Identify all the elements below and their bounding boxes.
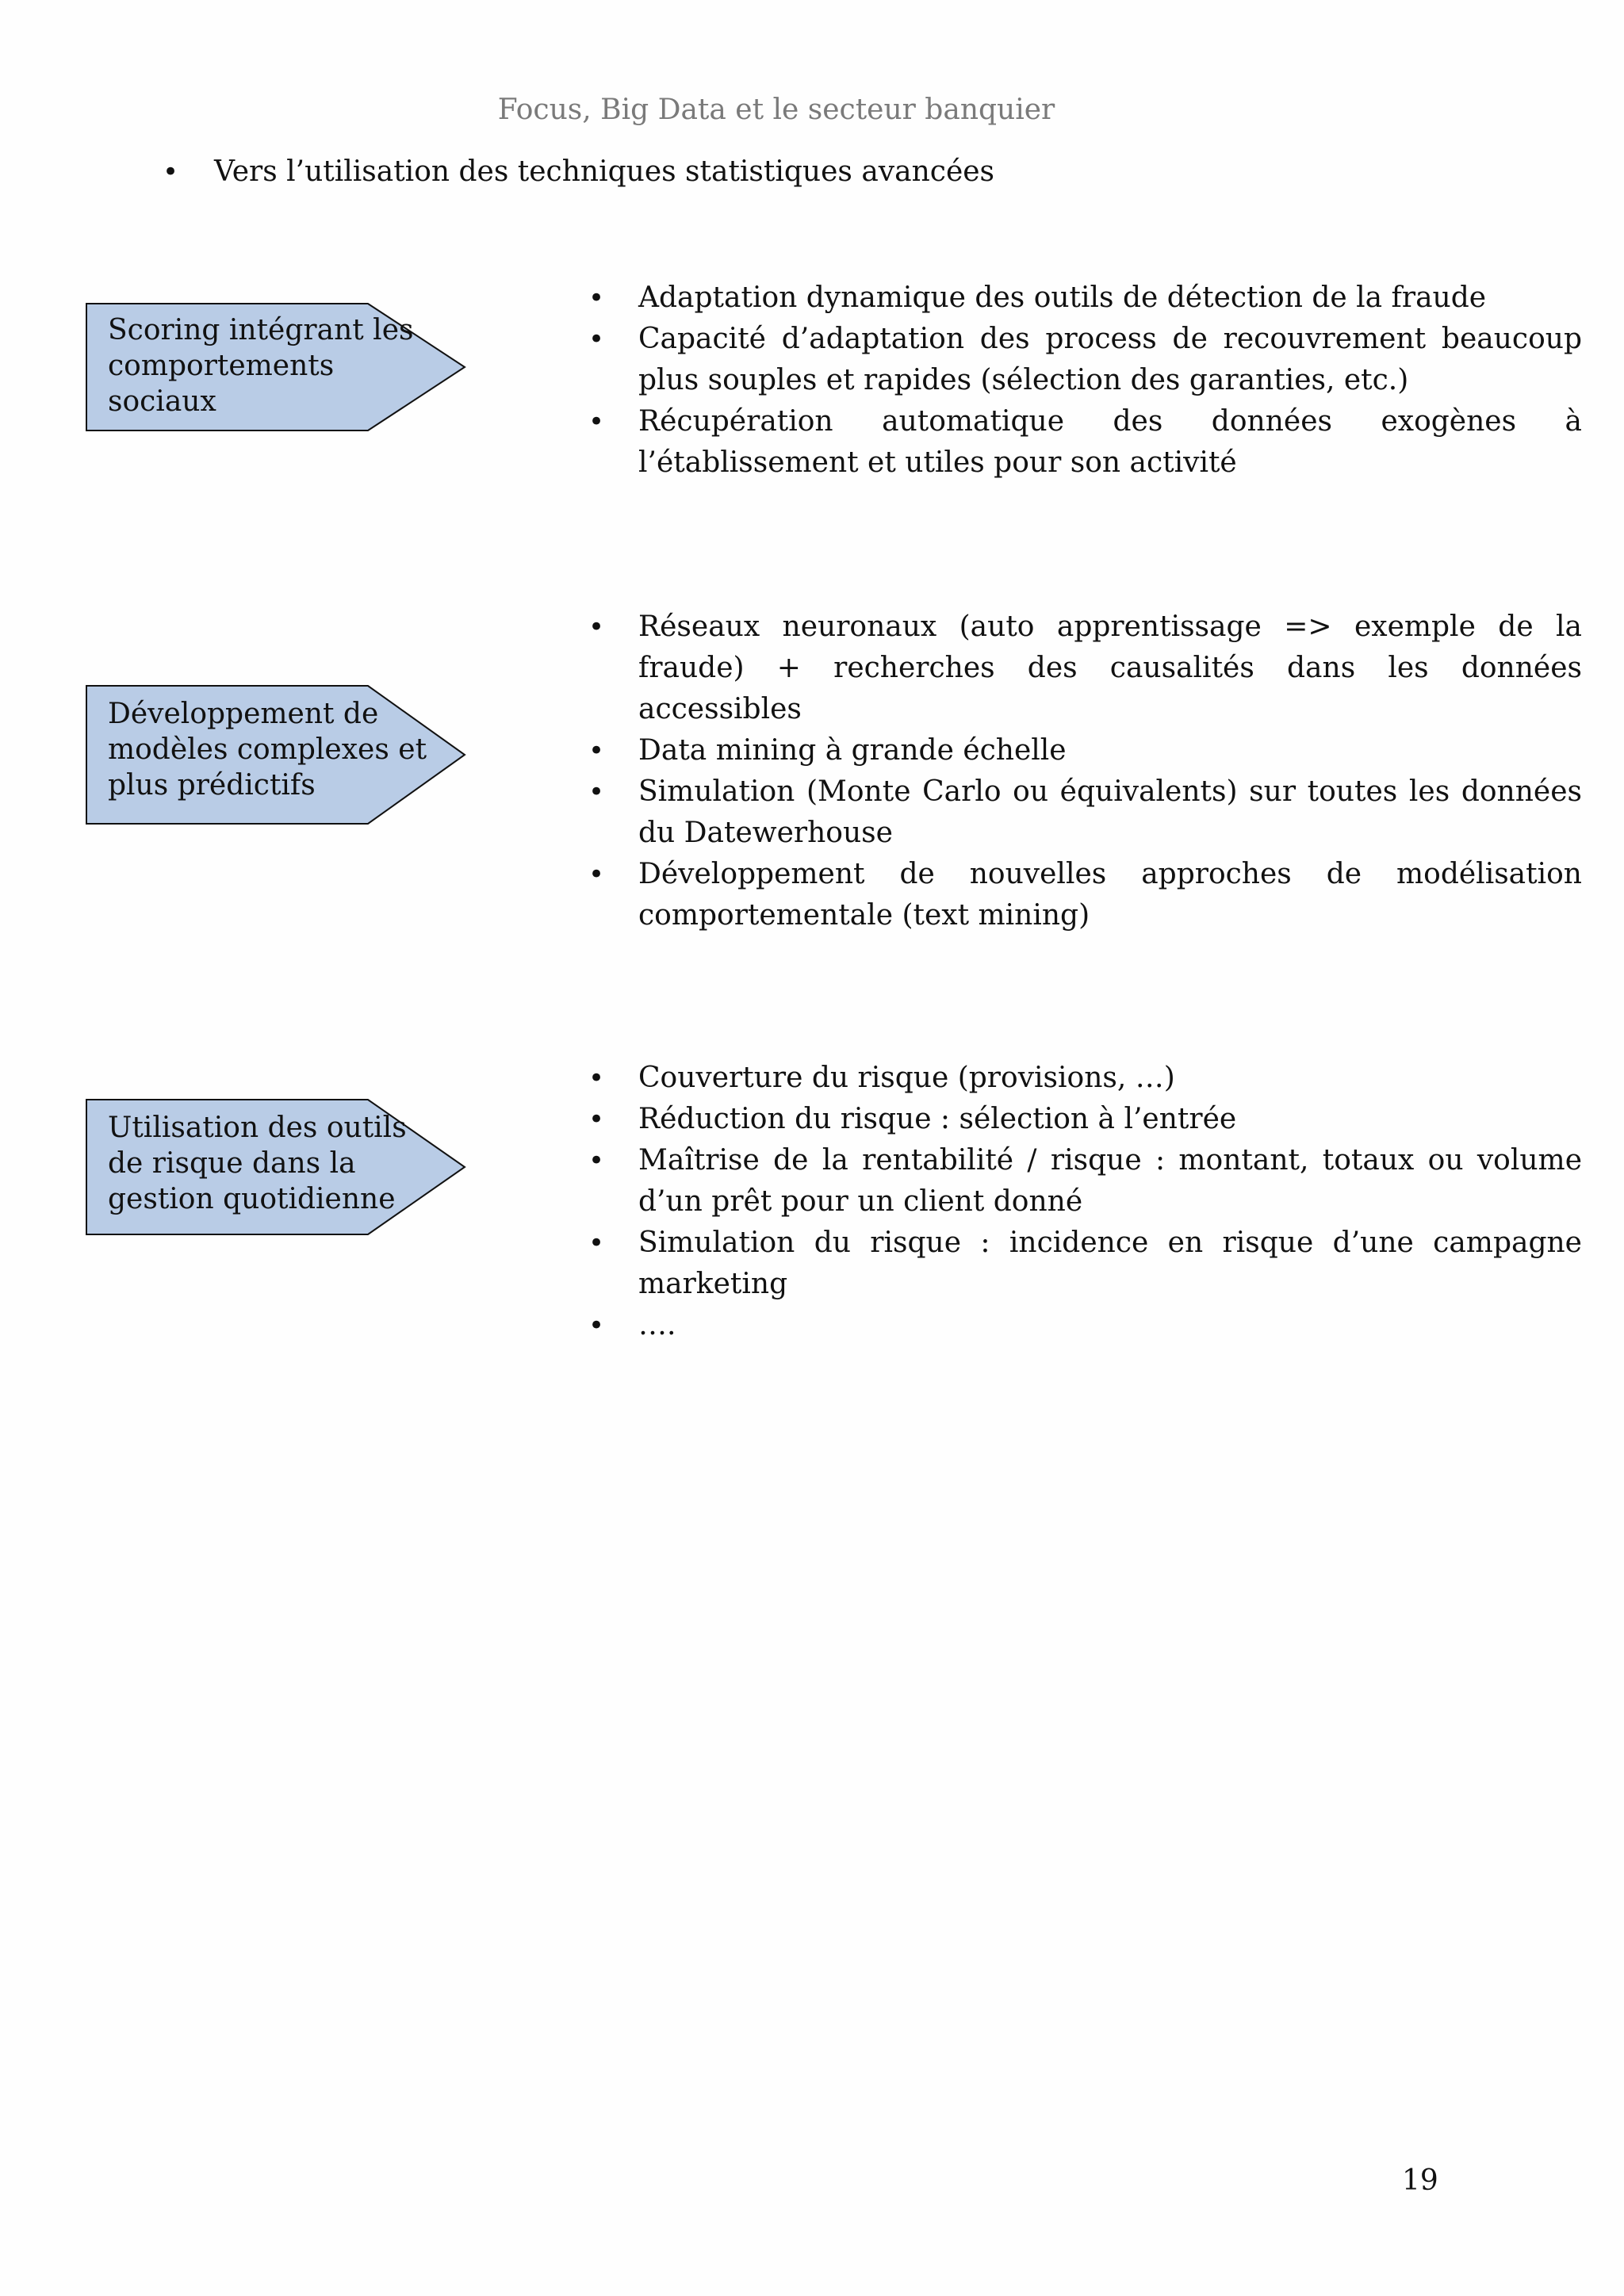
list-item: • Développement de nouvelles approches de modélisation comportementale (text mining): [579, 854, 1582, 936]
bullet-list-scoring: [579, 277, 1582, 484]
list-item: • Simulation (Monte Carlo ou équivalents) sur toutes les données du Datewerhouse: [579, 771, 1582, 854]
arrow-label-line: gestion quotidienne: [108, 1183, 396, 1215]
arrow-label: [108, 312, 473, 419]
list-item: • Réseaux neuronaux (auto apprentissage => exemple de la fraude) + recherches des causalités dans les données accessibles: [579, 607, 1582, 730]
arrow-label-line: de risque dans la: [108, 1147, 356, 1180]
intro-bullet: [163, 155, 994, 188]
arrow-shape-gestion: [86, 1099, 466, 1235]
arrow-shape-modeles: [86, 685, 466, 825]
arrow-label: [108, 1110, 473, 1217]
bullet-dot: •: [163, 156, 179, 188]
list-item: • Adaptation dynamique des outils de détection de la fraude: [579, 277, 1582, 319]
list-item: • ….: [579, 1305, 1582, 1346]
arrow-label-line: plus prédictifs: [108, 769, 316, 802]
list-item: • Réduction du risque : sélection à l’entrée: [579, 1099, 1582, 1140]
list-item: • Maîtrise de la rentabilité / risque : montant, totaux ou volume d’un prêt pour un client donné: [579, 1140, 1582, 1223]
intro-text: Vers l’utilisation des techniques statistiques avancées: [214, 155, 995, 188]
list-item: • Simulation du risque : incidence en risque d’une campagne marketing: [579, 1223, 1582, 1305]
page-number: 19: [1402, 2164, 1438, 2197]
arrow-label-line: comportements: [108, 350, 335, 382]
list-item: • Capacité d’adaptation des process de recouvrement beaucoup plus souples et rapides (sélection des garanties, etc.): [579, 319, 1582, 401]
arrow-label-line: Utilisation des outils: [108, 1112, 407, 1144]
arrow-label-line: sociaux: [108, 385, 216, 418]
bullet-list-gestion: [579, 1058, 1582, 1346]
bullet-list-modeles: [579, 607, 1582, 936]
list-item: • Data mining à grande échelle: [579, 730, 1582, 771]
arrow-label-line: Développement de: [108, 698, 379, 730]
arrow-label: [108, 696, 473, 803]
list-item: • Couverture du risque (provisions, …): [579, 1058, 1582, 1099]
arrow-label-line: Scoring intégrant les: [108, 314, 414, 346]
arrow-label-line: modèles complexes et: [108, 733, 427, 766]
list-item: • Récupération automatique des données exogènes à l’établissement et utiles pour son activité: [579, 401, 1582, 484]
running-header: Focus, Big Data et le secteur banquier: [497, 94, 1055, 126]
arrow-shape-scoring: [86, 303, 466, 431]
